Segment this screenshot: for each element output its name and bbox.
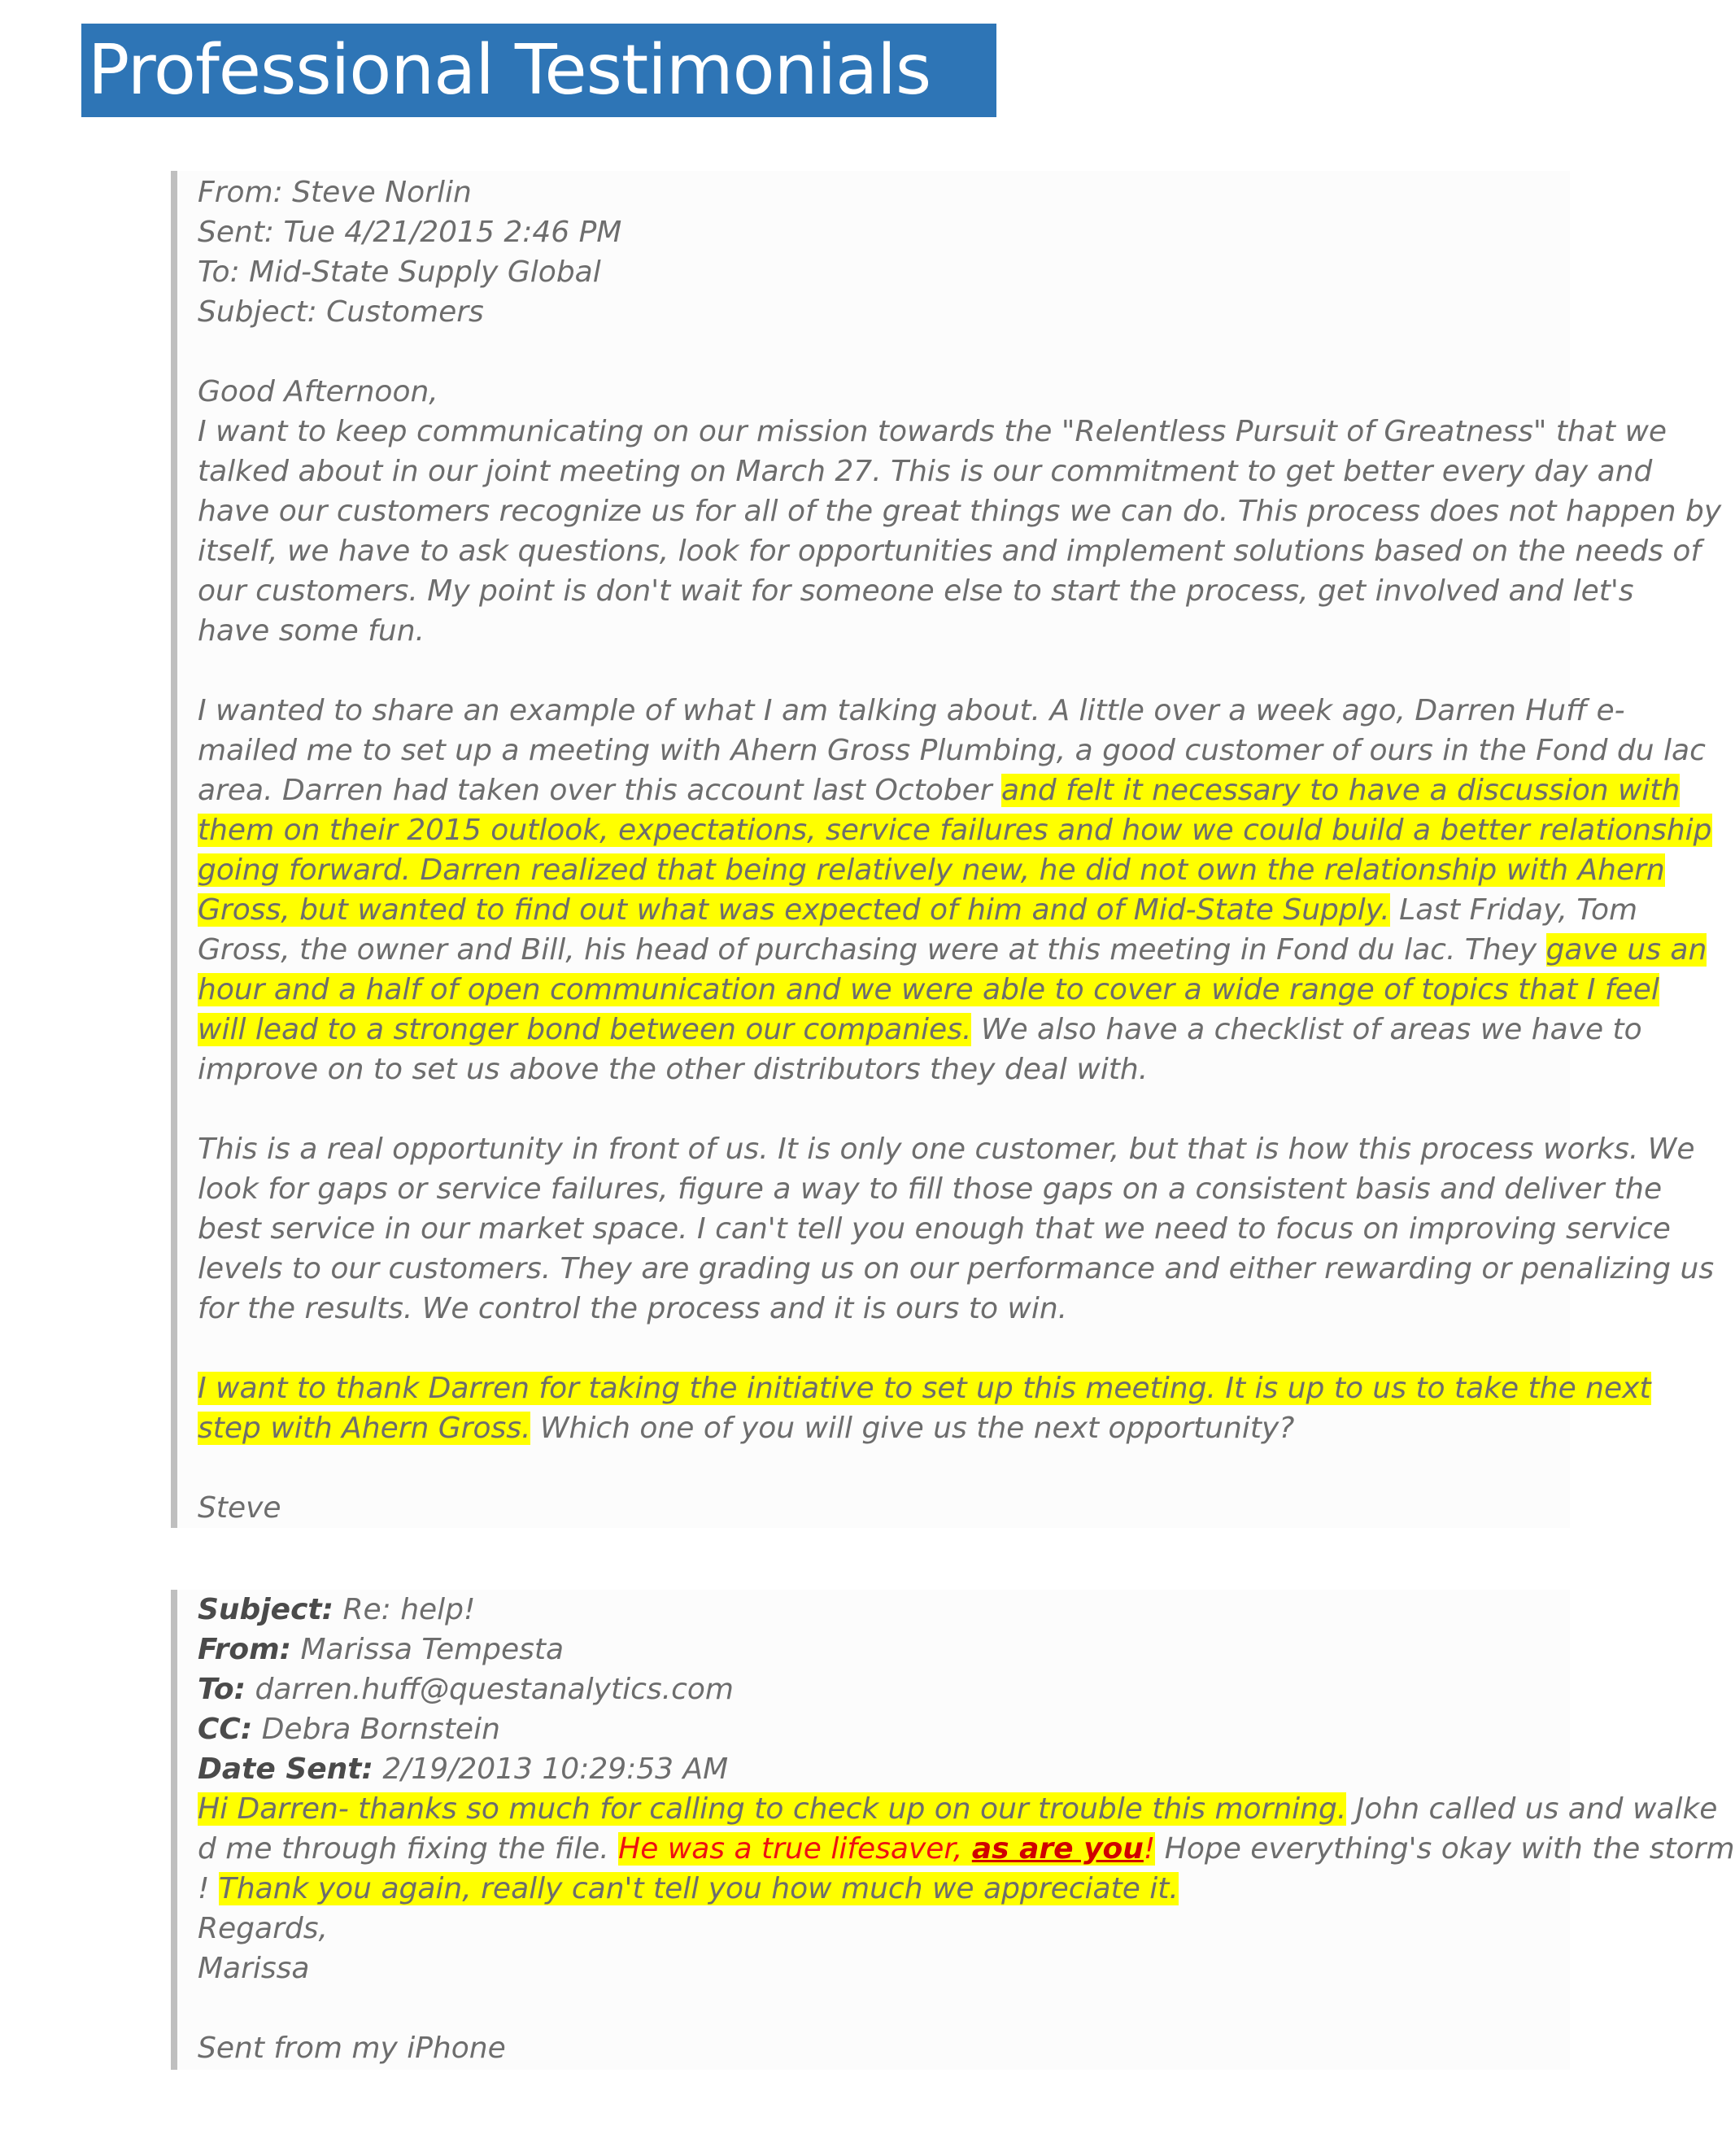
field-value: Debra Bornstein: [252, 1713, 500, 1746]
paragraph-line: look for gaps or service failures, figure a way to fill those gaps on a consistent basis and deliver the: [198, 1172, 1663, 1206]
text-run: !: [198, 1872, 219, 1905]
text-run: d me through fixing the file.: [198, 1832, 619, 1866]
page-title: Professional Testimonials: [88, 30, 931, 111]
text-run: area. Darren had taken over this account last October: [198, 774, 1001, 807]
paragraph-line: best service in our market space. I can't tell you enough that we need to focus on improving service: [198, 1212, 1671, 1246]
text-run: Hope everything's okay with the storm: [1155, 1832, 1735, 1866]
email-cc-line: [198, 1709, 1570, 1749]
paragraph-line: [198, 1368, 1651, 1408]
paragraph-line: [198, 890, 1638, 930]
paragraph-line: [198, 1789, 1718, 1829]
highlighted-text: Hi Darren- thanks so much for calling to check up on our trouble this morning.: [198, 1792, 1347, 1826]
paragraph-line: I wanted to share an example of what I am talking about. A little over a week ago, Darren Huff e-: [198, 694, 1625, 727]
paragraph-line: [198, 1829, 1735, 1869]
paragraph-line: This is a real opportunity in front of us. It is only one customer, but that is how this process works. We: [198, 1133, 1695, 1166]
field-label: From:: [198, 1633, 292, 1666]
title-banner: [81, 24, 996, 117]
text-run: We also have a checklist of areas we have to: [971, 1013, 1642, 1046]
text-run: Last Friday, Tom: [1389, 893, 1638, 927]
highlighted-text: gave us an: [1545, 933, 1707, 967]
red-highlighted-text: He was a true lifesaver,: [618, 1832, 972, 1866]
paragraph-line: [198, 810, 1712, 850]
text-run: Which one of you will give us the next opportunity?: [530, 1412, 1295, 1445]
highlighted-text: Thank you again, really can't tell you how much we appreciate it.: [218, 1872, 1179, 1905]
email-footer: Sent from my iPhone: [198, 2032, 506, 2065]
email-signoff: Steve: [198, 1491, 281, 1525]
field-value: darren.huff@questanalytics.com: [246, 1673, 734, 1706]
paragraph-line: for the results. We control the process and it is ours to win.: [198, 1292, 1068, 1325]
paragraph-line: I want to keep communicating on our mission towards the "Relentless Pursuit of Greatness" that we: [198, 415, 1667, 448]
email-subject-line: [198, 1590, 1570, 1630]
highlighted-text: and felt it necessary to have a discussion with: [1000, 774, 1681, 807]
email-from-line: [198, 1630, 1570, 1669]
highlighted-text: step with Ahern Gross.: [198, 1412, 531, 1445]
email-subject-line: Subject: Customers: [198, 295, 484, 329]
text-run: Gross, the owner and Bill, his head of purchasing were at this meeting in Fond du lac. They: [198, 933, 1546, 967]
paragraph-line: our customers. My point is don't wait for someone else to start the process, get involved and let's: [198, 574, 1634, 608]
field-value: Marissa Tempesta: [291, 1633, 565, 1666]
paragraph-line: [198, 1869, 1570, 1909]
email-to-line: [198, 1669, 1570, 1709]
testimonial-email-steve: [171, 171, 1722, 1528]
field-value: Re: help!: [333, 1593, 476, 1626]
highlighted-text: I want to thank Darren for taking the initiative to set up this meeting. It is up to us to take the next: [198, 1372, 1651, 1405]
email-to-line: To: Mid-State Supply Global: [198, 255, 601, 289]
paragraph-line: [198, 770, 1681, 810]
paragraph-line: itself, we have to ask questions, look for opportunities and implement solutions based on the needs of: [198, 535, 1702, 568]
field-label: CC:: [198, 1713, 253, 1746]
highlighted-text: Gross, but wanted to find out what was expected of him and of Mid-State Supply.: [198, 893, 1390, 927]
paragraph-line: [198, 970, 1659, 1010]
paragraph-line: levels to our customers. They are grading us on our performance and either rewarding or penalizing us: [198, 1252, 1715, 1285]
email-from-line: From: Steve Norlin: [198, 176, 472, 209]
red-bold-underlined-text: as are you: [971, 1832, 1144, 1866]
testimonial-email-marissa: [171, 1590, 1735, 2070]
highlighted-text: going forward. Darren realized that being relatively new, he did not own the relationship with Ahern: [198, 853, 1665, 887]
highlighted-text: them on their 2015 outlook, expectations, service failures and how we could build a better relationship: [198, 814, 1712, 847]
field-label: Date Sent:: [198, 1752, 373, 1786]
email-regards: Regards,: [198, 1912, 328, 1945]
email-sent-line: Sent: Tue 4/21/2015 2:46 PM: [198, 216, 622, 249]
highlighted-text: will lead to a stronger bond between our companies.: [198, 1013, 972, 1046]
field-label: To:: [198, 1673, 246, 1706]
paragraph-line: [198, 850, 1665, 890]
paragraph-line: [198, 1408, 1570, 1448]
text-run: John called us and walke: [1346, 1792, 1718, 1826]
paragraph-line: improve on to set us above the other distributors they deal with.: [198, 1053, 1149, 1086]
red-highlighted-text: !: [1143, 1832, 1156, 1866]
paragraph-line: [198, 1010, 1642, 1050]
highlighted-text: hour and a half of open communication and we were able to cover a wide range of topics that I feel: [198, 973, 1659, 1006]
paragraph-line: mailed me to set up a meeting with Ahern Gross Plumbing, a good customer of ours in the Fond du lac: [198, 734, 1706, 767]
paragraph-line: [198, 930, 1707, 970]
email-greeting: Good Afternoon,: [198, 375, 438, 408]
paragraph-line: have our customers recognize us for all of the great things we can do. This process does not happen by: [198, 495, 1722, 528]
field-label: Subject:: [198, 1593, 334, 1626]
email-date-line: [198, 1749, 1570, 1789]
paragraph-line: have some fun.: [198, 614, 425, 648]
email-signoff: Marissa: [198, 1952, 310, 1985]
paragraph-line: talked about in our joint meeting on March 27. This is our commitment to get better every day and: [198, 455, 1653, 488]
field-value: 2/19/2013 10:29:53 AM: [373, 1752, 729, 1786]
